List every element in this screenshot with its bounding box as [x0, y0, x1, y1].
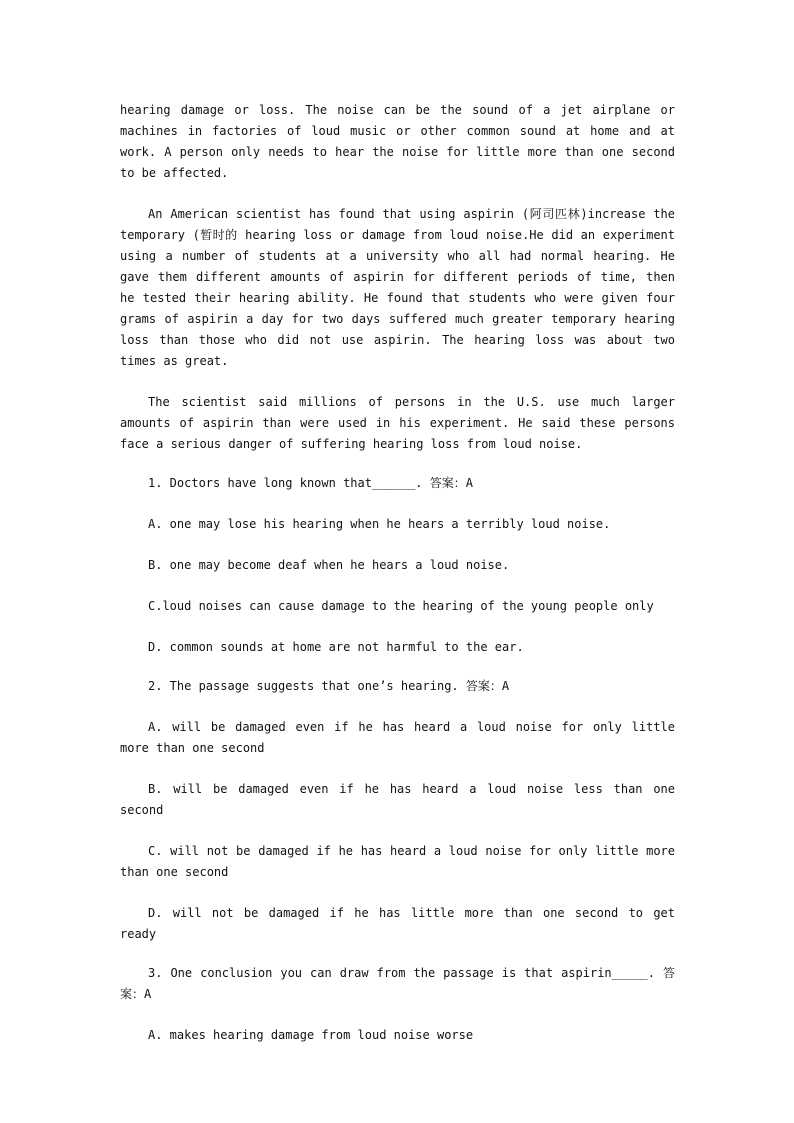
question-2-option-b: B. will be damaged even if he has heard a loud noise less than one second: [120, 782, 675, 817]
question-1-option-d: D. common sounds at home are not harmful to the ear.: [148, 640, 524, 654]
question-1-option-c: C.loud noises can cause damage to the hearing of the young people only: [148, 599, 654, 613]
document-page: [120, 100, 675, 1046]
question-2-option-a: A. will be damaged even if he has heard a loud noise for only little more than one second: [120, 720, 675, 755]
passage-paragraph-3: The scientist said millions of persons in the U.S. use much larger amounts of aspirin than were used in his experiment. He said these persons face a serious danger of suffering hearing loss from loud noise.: [120, 395, 675, 451]
passage-paragraph-2: An American scientist has found that using aspirin (阿司匹林)increase the temporary (暂时的 hearing loss or damage from loud noise.He did an experiment using a number of students at a university who all had normal hearing. He gave them different amounts of aspirin for different periods of time, then he tested their hearing ability. He found that students who were given four grams of aspirin a day for two days suffered much greater temporary hearing loss than those who did not use aspirin. The hearing loss was about two times as great.: [120, 207, 675, 368]
question-1-option-b: B. one may become deaf when he hears a loud noise.: [148, 558, 510, 572]
question-1-stem: 1. Doctors have long known that______. 答案：A: [148, 476, 473, 490]
passage-paragraph-1: hearing damage or loss. The noise can be the sound of a jet airplane or machines in factories of loud music or other common sound at home and at work. A person only needs to hear the noise for little more than one second to be affected.: [120, 103, 675, 180]
question-2-stem: 2. The passage suggests that one’s hearing. 答案：A: [148, 679, 510, 693]
question-3-stem: 3. One conclusion you can draw from the passage is that aspirin_____. 答案：A: [120, 966, 675, 1001]
question-2-option-c: C. will not be damaged if he has heard a loud noise for only little more than one second: [120, 844, 675, 879]
question-1-option-a: A. one may lose his hearing when he hears a terribly loud noise.: [148, 517, 611, 531]
question-2-option-d: D. will not be damaged if he has little more than one second to get ready: [120, 906, 675, 941]
question-3-option-a: A. makes hearing damage from loud noise worse: [148, 1028, 474, 1042]
